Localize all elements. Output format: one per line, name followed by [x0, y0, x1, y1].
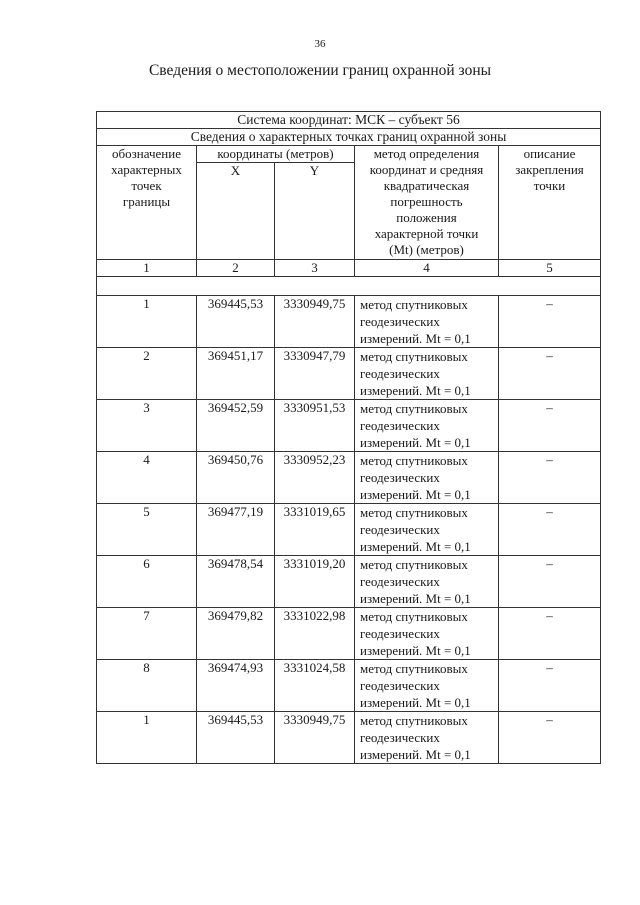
method-line: метод спутниковых	[360, 609, 468, 624]
header-description	[499, 146, 601, 260]
column-number: 4	[355, 260, 499, 277]
coordinate-x: 369445,53	[197, 296, 275, 348]
point-designation: 7	[97, 608, 197, 660]
method-line: геодезических	[360, 314, 440, 329]
point-designation: 6	[97, 556, 197, 608]
column-number: 3	[275, 260, 355, 277]
coordinate-x: 369452,59	[197, 400, 275, 452]
method-line: метод спутниковых	[360, 505, 468, 520]
header-designation-line: обозначение	[112, 146, 181, 161]
method-line: измерений. Mt = 0,1	[360, 695, 471, 710]
header-designation-line: характерных	[111, 162, 182, 177]
method-line: измерений. Mt = 0,1	[360, 539, 471, 554]
method-line: измерений. Mt = 0,1	[360, 643, 471, 658]
method-line: метод спутниковых	[360, 453, 468, 468]
header-method-line: положения	[396, 210, 457, 225]
point-designation: 1	[97, 712, 197, 764]
table-row	[97, 556, 601, 608]
header-x: X	[197, 163, 275, 260]
header-y: Y	[275, 163, 355, 260]
point-designation: 3	[97, 400, 197, 452]
point-description: –	[499, 712, 601, 764]
header-description-line: точки	[533, 178, 566, 193]
method-line: геодезических	[360, 366, 440, 381]
header-description-line: описание	[523, 146, 576, 161]
header-description-line: закрепления	[515, 162, 584, 177]
coordinate-x: 369451,17	[197, 348, 275, 400]
method-line: метод спутниковых	[360, 661, 468, 676]
method-cell	[355, 504, 499, 556]
table-row	[97, 400, 601, 452]
method-line: метод спутниковых	[360, 297, 468, 312]
method-cell	[355, 608, 499, 660]
header-method-line: квадратическая	[383, 178, 470, 193]
point-designation: 5	[97, 504, 197, 556]
header-designation-line: границы	[122, 194, 171, 209]
point-designation: 8	[97, 660, 197, 712]
point-description: –	[499, 400, 601, 452]
method-line: геодезических	[360, 522, 440, 537]
method-cell	[355, 452, 499, 504]
point-designation: 2	[97, 348, 197, 400]
header-designation-line: точек	[131, 178, 162, 193]
header-designation	[97, 146, 197, 260]
table-row	[97, 348, 601, 400]
coordinate-y: 3330952,23	[275, 452, 355, 504]
column-number: 5	[499, 260, 601, 277]
table-row	[97, 608, 601, 660]
point-description: –	[499, 504, 601, 556]
coordinate-system-row: Система координат: МСК – субъект 56	[97, 112, 601, 129]
method-line: геодезических	[360, 678, 440, 693]
method-line: геодезических	[360, 418, 440, 433]
method-cell	[355, 348, 499, 400]
coordinate-x: 369474,93	[197, 660, 275, 712]
coordinate-y: 3330947,79	[275, 348, 355, 400]
coordinate-y: 3331019,20	[275, 556, 355, 608]
coordinate-y: 3330951,53	[275, 400, 355, 452]
page-number: 36	[314, 38, 326, 50]
header-method-line: координат и средняя	[369, 162, 484, 177]
method-line: измерений. Mt = 0,1	[360, 591, 471, 606]
method-line: метод спутниковых	[360, 713, 468, 728]
coordinate-y: 3330949,75	[275, 712, 355, 764]
method-line: геодезических	[360, 470, 440, 485]
header-method-line: метод определения	[373, 146, 480, 161]
point-designation: 1	[97, 296, 197, 348]
header-method-line: погрешность	[390, 194, 463, 209]
point-description: –	[499, 296, 601, 348]
coordinate-y: 3331019,65	[275, 504, 355, 556]
spacer-row	[97, 277, 601, 296]
method-line: измерений. Mt = 0,1	[360, 383, 471, 398]
method-line: геодезических	[360, 730, 440, 745]
column-number: 1	[97, 260, 197, 277]
header-method-line: характерной точки	[374, 226, 479, 241]
header-method-line: (Mt) (метров)	[389, 242, 464, 257]
method-line: геодезических	[360, 626, 440, 641]
table-caption-row: Сведения о характерных точках границ охранной зоны	[97, 129, 601, 146]
table-row	[97, 452, 601, 504]
method-cell	[355, 556, 499, 608]
table-row	[97, 660, 601, 712]
method-line: измерений. Mt = 0,1	[360, 435, 471, 450]
header-coordinates: координаты (метров)	[197, 146, 355, 163]
point-description: –	[499, 452, 601, 504]
table-row	[97, 296, 601, 348]
coordinate-y: 3330949,75	[275, 296, 355, 348]
coordinates-table	[96, 111, 601, 764]
point-designation: 4	[97, 452, 197, 504]
coordinate-y: 3331024,58	[275, 660, 355, 712]
method-line: измерений. Mt = 0,1	[360, 487, 471, 502]
column-number: 2	[197, 260, 275, 277]
method-cell	[355, 712, 499, 764]
method-line: измерений. Mt = 0,1	[360, 331, 471, 346]
coordinate-x: 369478,54	[197, 556, 275, 608]
method-line: метод спутниковых	[360, 349, 468, 364]
spacer-cell	[97, 277, 601, 296]
coordinate-x: 369445,53	[197, 712, 275, 764]
method-line: метод спутниковых	[360, 557, 468, 572]
method-cell	[355, 660, 499, 712]
method-cell	[355, 296, 499, 348]
header-method	[355, 146, 499, 260]
table-row	[97, 712, 601, 764]
point-description: –	[499, 608, 601, 660]
coordinate-x: 369477,19	[197, 504, 275, 556]
coordinate-x: 369450,76	[197, 452, 275, 504]
method-line: измерений. Mt = 0,1	[360, 747, 471, 762]
coordinate-y: 3331022,98	[275, 608, 355, 660]
point-description: –	[499, 556, 601, 608]
coordinate-x: 369479,82	[197, 608, 275, 660]
point-description: –	[499, 660, 601, 712]
method-line: метод спутниковых	[360, 401, 468, 416]
method-cell	[355, 400, 499, 452]
method-line: геодезических	[360, 574, 440, 589]
table-row	[97, 504, 601, 556]
page-title: Сведения о местоположении границ охранной зоны	[148, 62, 492, 79]
point-description: –	[499, 348, 601, 400]
